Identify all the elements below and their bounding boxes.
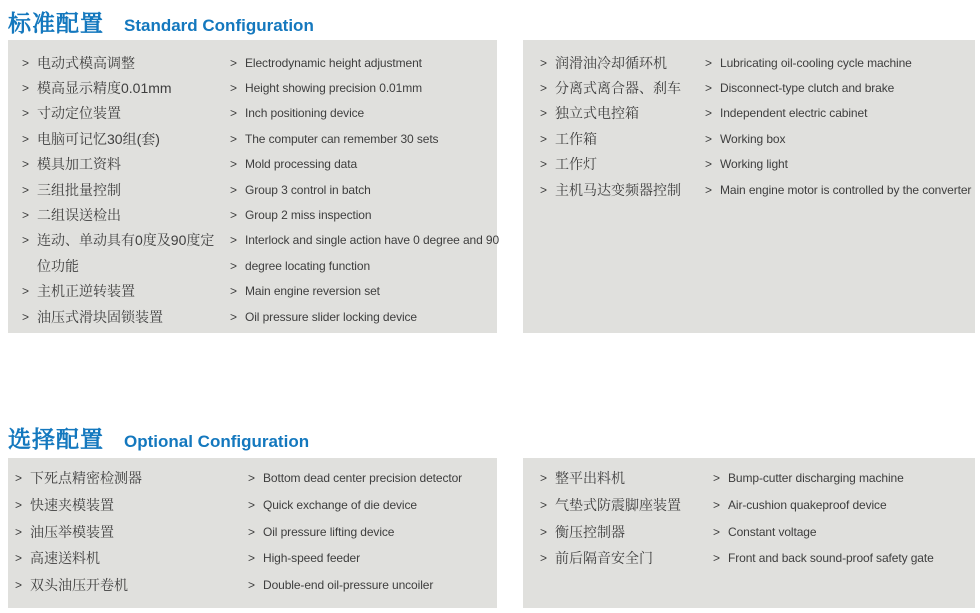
chevron-marker: > bbox=[705, 81, 712, 96]
config-item-text: Bottom dead center precision detector bbox=[263, 471, 463, 486]
config-item-text: 独立式电控箱 bbox=[555, 105, 639, 122]
chevron-marker: > bbox=[230, 106, 237, 121]
config-line bbox=[22, 304, 214, 329]
config-line bbox=[230, 50, 499, 75]
config-item-text: 工作灯 bbox=[555, 156, 597, 173]
chevron-marker: > bbox=[230, 208, 237, 223]
config-item-text: 衡压控制器 bbox=[555, 523, 625, 540]
config-line bbox=[15, 465, 142, 492]
config-line bbox=[22, 228, 214, 253]
config-line bbox=[540, 50, 681, 75]
config-line bbox=[540, 101, 681, 126]
chevron-marker: > bbox=[22, 233, 30, 248]
config-line bbox=[15, 545, 142, 572]
config-item-text: Front and back sound-proof safety gate bbox=[728, 551, 934, 566]
chevron-marker: > bbox=[15, 498, 23, 513]
config-line bbox=[15, 518, 142, 545]
chevron-marker: > bbox=[540, 55, 548, 70]
chevron-marker: > bbox=[540, 81, 548, 96]
config-item-text: Oil pressure slider locking device bbox=[245, 309, 418, 324]
config-line bbox=[540, 126, 681, 151]
chevron-marker: > bbox=[248, 471, 255, 486]
optional-right-chinese-column bbox=[540, 465, 681, 572]
standard-left-chinese-column bbox=[22, 50, 214, 329]
chevron-marker: > bbox=[540, 106, 548, 121]
standard-config-title-en: Standard Configuration bbox=[124, 16, 314, 35]
config-item-text: 油压举模装置 bbox=[30, 523, 114, 540]
config-line bbox=[230, 228, 499, 253]
config-line bbox=[540, 152, 681, 177]
config-line bbox=[22, 177, 214, 202]
config-item-text: Mold processing data bbox=[245, 157, 358, 172]
standard-config-panel-right bbox=[523, 40, 975, 333]
config-line bbox=[540, 492, 681, 519]
config-item-text: 模具加工资料 bbox=[37, 156, 121, 173]
config-item-text: 双头油压开卷机 bbox=[30, 577, 128, 594]
chevron-marker: > bbox=[540, 551, 548, 566]
config-item-text: 下死点精密检测器 bbox=[30, 470, 142, 487]
chevron-marker: > bbox=[705, 55, 712, 70]
config-item-text: Main engine motor is controlled by the converter bbox=[720, 182, 972, 197]
optional-left-english-column bbox=[248, 465, 462, 598]
config-line bbox=[540, 465, 681, 492]
config-item-text: 主机正逆转装置 bbox=[37, 283, 135, 300]
config-item-text: 三组批量控制 bbox=[37, 181, 121, 198]
chevron-marker: > bbox=[22, 309, 30, 324]
config-line bbox=[230, 177, 499, 202]
config-line bbox=[248, 545, 462, 572]
config-item-text: Working box bbox=[720, 131, 786, 146]
chevron-marker: > bbox=[22, 284, 30, 299]
chevron-marker: > bbox=[22, 106, 30, 121]
chevron-marker: > bbox=[540, 182, 548, 197]
config-item-text: 主机马达变频器控制 bbox=[555, 181, 681, 198]
config-item-text: 工作箱 bbox=[555, 130, 597, 147]
config-line bbox=[22, 75, 214, 100]
chevron-marker: > bbox=[230, 258, 237, 273]
optional-config-title-en: Optional Configuration bbox=[124, 432, 310, 451]
config-line bbox=[22, 50, 214, 75]
optional-left-chinese-column bbox=[15, 465, 142, 598]
chevron-marker: > bbox=[22, 157, 30, 172]
config-line bbox=[540, 545, 681, 572]
chevron-marker: > bbox=[22, 81, 30, 96]
optional-config-panel-right bbox=[523, 458, 975, 608]
chevron-marker: > bbox=[230, 131, 237, 146]
optional-config-panel-left bbox=[8, 458, 497, 608]
config-item-text: Constant voltage bbox=[728, 524, 817, 539]
config-item-text: 电动式模高调整 bbox=[37, 54, 135, 71]
config-line bbox=[22, 279, 214, 304]
config-item-text: Air-cushion quakeproof device bbox=[728, 498, 887, 513]
config-line bbox=[705, 177, 971, 202]
config-item-text: 气垫式防震脚座装置 bbox=[555, 497, 681, 514]
chevron-marker: > bbox=[705, 106, 712, 121]
chevron-marker: > bbox=[713, 471, 720, 486]
config-item-text: Lubricating oil-cooling cycle machine bbox=[720, 55, 912, 70]
config-line bbox=[248, 492, 462, 519]
config-item-text: The computer can remember 30 sets bbox=[245, 131, 439, 146]
config-item-text: 快速夹模装置 bbox=[30, 497, 114, 514]
chevron-marker: > bbox=[15, 578, 23, 593]
config-line bbox=[248, 518, 462, 545]
chevron-marker: > bbox=[713, 498, 720, 513]
config-line bbox=[540, 75, 681, 100]
chevron-marker: > bbox=[713, 551, 720, 566]
config-item-text: Height showing precision 0.01mm bbox=[245, 81, 422, 96]
chevron-marker: > bbox=[22, 182, 30, 197]
standard-left-english-column bbox=[230, 50, 499, 329]
optional-right-english-column bbox=[713, 465, 934, 572]
config-line bbox=[22, 253, 214, 278]
config-line bbox=[230, 75, 499, 100]
chevron-marker: > bbox=[248, 578, 255, 593]
config-line bbox=[705, 101, 971, 126]
config-item-text: Group 3 control in batch bbox=[245, 182, 371, 197]
standard-config-panel-left bbox=[8, 40, 500, 333]
config-line bbox=[22, 202, 214, 227]
config-line bbox=[230, 126, 499, 151]
config-item-text: Group 2 miss inspection bbox=[245, 208, 372, 223]
config-item-text: Quick exchange of die device bbox=[263, 498, 417, 513]
chevron-marker: > bbox=[248, 551, 255, 566]
config-line bbox=[22, 101, 214, 126]
config-line bbox=[540, 518, 681, 545]
chevron-marker: > bbox=[230, 309, 237, 324]
config-line bbox=[22, 152, 214, 177]
config-item-text: Oil pressure lifting device bbox=[263, 524, 395, 539]
chevron-marker: > bbox=[22, 55, 30, 70]
standard-configuration-title bbox=[8, 5, 314, 38]
chevron-marker: > bbox=[705, 131, 712, 146]
chevron-marker: > bbox=[230, 55, 237, 70]
config-item-text: 二组误送检出 bbox=[37, 207, 121, 224]
config-item-text: Interlock and single action have 0 degree and 90 bbox=[245, 233, 500, 248]
config-item-text: Inch positioning device bbox=[245, 106, 365, 121]
config-item-text: Double-end oil-pressure uncoiler bbox=[263, 578, 434, 593]
chevron-marker: > bbox=[248, 498, 255, 513]
config-item-text: 润滑油冷却循环机 bbox=[555, 54, 667, 71]
config-line bbox=[705, 75, 971, 100]
config-line bbox=[15, 492, 142, 519]
config-line bbox=[230, 279, 499, 304]
chevron-marker: > bbox=[540, 471, 548, 486]
config-line bbox=[713, 492, 934, 519]
chevron-marker: > bbox=[713, 524, 720, 539]
config-item-text: 高速送料机 bbox=[30, 550, 100, 567]
config-item-text: 寸动定位装置 bbox=[37, 105, 121, 122]
chevron-marker: > bbox=[22, 208, 30, 223]
chevron-marker: > bbox=[230, 182, 237, 197]
config-item-text: 连动、单动具有0度及90度定 bbox=[37, 232, 215, 249]
config-item-text: 电脑可记忆30组(套) bbox=[37, 130, 160, 147]
chevron-marker: > bbox=[540, 498, 548, 513]
config-item-text: degree locating function bbox=[245, 258, 371, 273]
optional-configuration-title bbox=[8, 421, 309, 454]
chevron-marker: > bbox=[705, 182, 712, 197]
config-item-text: High-speed feeder bbox=[263, 551, 361, 566]
chevron-marker: > bbox=[15, 471, 23, 486]
config-line bbox=[713, 518, 934, 545]
chevron-marker: > bbox=[540, 157, 548, 172]
chevron-marker: > bbox=[248, 524, 255, 539]
config-item-text: Working light bbox=[720, 157, 788, 172]
config-line bbox=[248, 572, 462, 599]
optional-config-title-zh: 选择配置 bbox=[8, 426, 104, 452]
config-line bbox=[705, 126, 971, 151]
config-line bbox=[713, 545, 934, 572]
config-line bbox=[230, 202, 499, 227]
config-line bbox=[22, 126, 214, 151]
config-line bbox=[230, 253, 499, 278]
chevron-marker: > bbox=[230, 284, 237, 299]
standard-right-chinese-column bbox=[540, 50, 681, 202]
chevron-marker: > bbox=[705, 157, 712, 172]
config-line bbox=[540, 177, 681, 202]
config-item-text: 位功能 bbox=[37, 257, 79, 274]
config-line bbox=[230, 152, 499, 177]
chevron-marker: > bbox=[230, 233, 237, 248]
config-item-text: Main engine reversion set bbox=[245, 284, 380, 299]
config-line bbox=[713, 465, 934, 492]
config-line bbox=[230, 304, 499, 329]
chevron-marker: > bbox=[22, 131, 30, 146]
chevron-marker: > bbox=[230, 157, 237, 172]
config-item-text: Electrodynamic height adjustment bbox=[245, 55, 422, 70]
config-line bbox=[230, 101, 499, 126]
config-item-text: 分离式离合器、刹车 bbox=[555, 80, 681, 97]
config-item-text: Independent electric cabinet bbox=[720, 106, 868, 121]
config-line bbox=[15, 572, 142, 599]
chevron-marker: > bbox=[540, 131, 548, 146]
config-item-text: 模高显示精度0.01mm bbox=[37, 80, 172, 97]
config-item-text: 油压式滑块固锁装置 bbox=[37, 308, 163, 325]
config-line bbox=[705, 152, 971, 177]
chevron-marker: > bbox=[15, 551, 23, 566]
config-item-text: 整平出料机 bbox=[555, 470, 625, 487]
chevron-marker: > bbox=[230, 81, 237, 96]
config-item-text: 前后隔音安全门 bbox=[555, 550, 653, 567]
standard-config-title-zh: 标准配置 bbox=[8, 10, 104, 36]
chevron-marker: > bbox=[540, 524, 548, 539]
config-item-text: Disconnect-type clutch and brake bbox=[720, 81, 895, 96]
config-line bbox=[248, 465, 462, 492]
standard-right-english-column bbox=[705, 50, 971, 202]
config-line bbox=[705, 50, 971, 75]
chevron-marker: > bbox=[15, 524, 23, 539]
config-item-text: Bump-cutter discharging machine bbox=[728, 471, 904, 486]
